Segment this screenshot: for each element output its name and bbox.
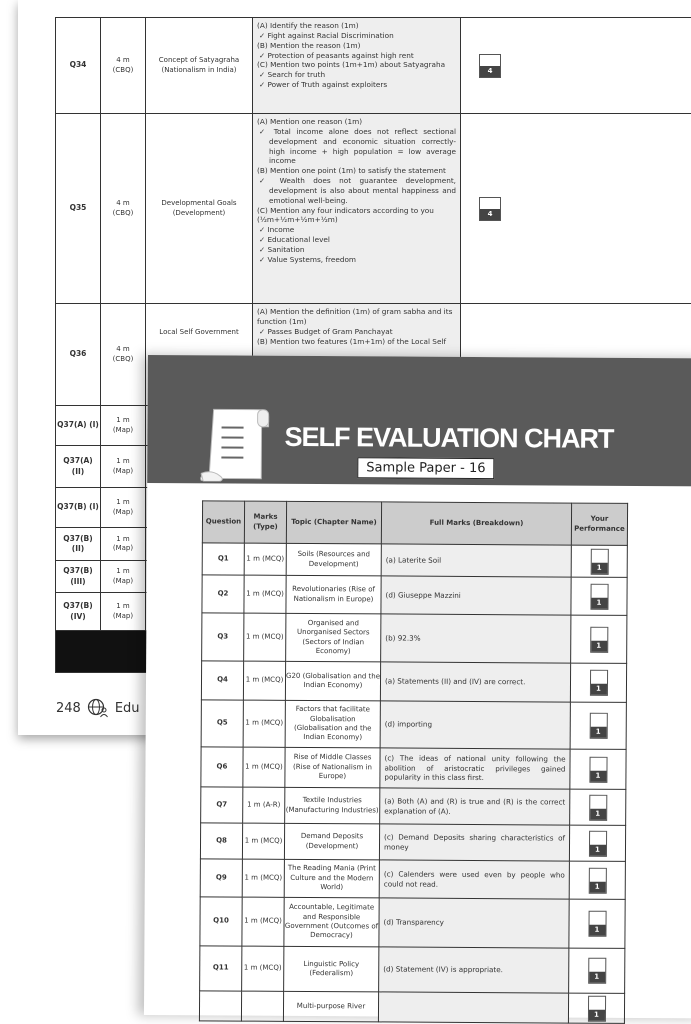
question-number: Q2 [202,575,244,613]
chapter: (Nationalism in India) [146,66,252,75]
question-number: Q7 [201,787,243,823]
question-number: Q11 [200,946,242,991]
table-row [56,18,691,114]
performance-cell [568,993,624,1023]
marks-type: 1 m (MCQ) [242,897,284,946]
table-row [200,897,625,949]
check-point: ✓ Search for truth [257,70,456,80]
check-point: ✓ Protection of peasants against high rent [257,51,456,61]
question-number: Q34 [56,18,101,114]
table-row [201,700,626,750]
marks-cell [101,406,146,446]
score-box [479,54,501,78]
breakdown-heading: (B) Mention one point (1m) to satisfy the statement [257,166,456,176]
performance-cell [570,789,626,825]
topic: Revolutionaries (Rise of Nationalism in Europe) [286,575,381,614]
check-point: ✓ Value Systems, freedom [257,255,456,265]
topic: Concept of Satyagraha [146,56,252,65]
full-marks: 1 [589,844,605,855]
full-marks: 1 [590,808,606,819]
answer-breakdown: (c) Calenders were used even by people who could not read. [379,860,569,899]
breakdown-cell [253,18,461,114]
score-box[interactable] [590,583,608,609]
topic: Soils (Resources and Development) [286,543,381,576]
header-marks: Marks (Type) [244,501,286,543]
marks: 4 m [101,56,145,65]
marks-type [241,991,283,1021]
table-row [56,114,691,304]
marks-cell [101,593,146,631]
marks-type: 1 m (MCQ) [244,543,286,575]
page-footer [56,698,140,718]
topic: Local Self Government [146,328,252,337]
question-number: Q37(A) (I) [56,406,101,446]
score-box [479,197,501,221]
performance-cell [569,899,625,948]
full-marks: 1 [588,1009,604,1020]
marks-type: 1 m (MCQ) [242,823,284,859]
question-number: Q36 [56,304,101,406]
question-number: Q35 [56,114,101,304]
performance-cell [571,577,627,615]
question-number: Q37(B) (IV) [56,593,101,631]
question-number: Q10 [200,897,242,946]
answer-breakdown: (d) Giuseppe Mazzini [381,576,571,615]
full-marks: 1 [591,640,607,651]
performance-cell [571,545,627,577]
table-row [202,543,627,578]
question-number: Q4 [201,661,243,700]
performance-cell [569,825,625,861]
breakdown-cell [253,114,461,304]
marks: 4 m [101,199,145,208]
marks-cell [101,446,146,488]
answer-breakdown: (a) Both (A) and (R) is true and (R) is the correct explanation of (A). [380,788,570,825]
answer-breakdown: (d) Statement (IV) is appropriate. [379,947,569,993]
performance-cell [461,114,691,304]
topic: Textile Industries (Manufacturing Industries) [285,787,380,824]
topic-cell [146,18,253,114]
header-question: Question [202,501,244,543]
header-performance: Your Performance [571,503,627,545]
marks-type: 1 m (MCQ) [243,700,285,747]
question-type: (Map) [101,467,145,476]
scroll-document-icon [199,407,271,481]
answer-breakdown [378,992,568,1023]
topic: The Reading Mania (Print Culture and the Modern World) [284,859,379,898]
table-row [200,859,625,900]
question-number: Q8 [200,823,242,859]
performance-cell [570,663,626,702]
question-type: (Map) [101,508,145,517]
table-row [201,747,626,790]
question-type: (Map) [101,426,145,435]
check-point: ✓ Sanitation [257,245,456,255]
table-row [202,613,627,664]
check-point: ✓ Passes Budget of Gram Panchayat [257,327,456,337]
question-number: Q5 [201,700,243,747]
topic: Linguistic Policy (Federalism) [284,946,379,992]
answer-breakdown: (b) 92.3% [381,614,571,663]
table-row [200,823,625,862]
topic-cell [146,114,253,304]
full-marks: 1 [590,770,606,781]
performance-cell [461,18,691,114]
chapter: (Development) [146,209,252,218]
answer-breakdown: (d) Transparency [379,898,569,948]
score-box[interactable] [588,867,606,893]
score-box[interactable] [589,713,607,739]
check-point: ✓ Fight against Racial Discrimination [257,31,456,41]
full-marks: 1 [591,562,607,573]
marks-cell [101,18,146,114]
breakdown-heading: (C) Mention any four indicators according to you (½m+½m+½m+½m) [257,206,456,226]
marks-type: 1 m (MCQ) [244,575,286,613]
chart-title: SELF EVALUATION CHART [284,422,613,455]
question-number: Q37(B) (I) [56,488,101,528]
performance-cell [569,861,625,899]
score-box[interactable] [589,756,607,782]
full-marks: 1 [589,972,605,983]
full-marks: 1 [591,597,607,608]
full-marks: 4 [480,209,500,220]
marks-cell [101,488,146,528]
topic: Factors that facilitate Globalisation (Globalisation and the Indian Economy) [285,700,380,748]
marks-type: 1 m (MCQ) [242,859,284,897]
full-marks: 1 [589,925,605,936]
score-box[interactable] [589,794,607,820]
breakdown-heading: (A) Mention one reason (1m) [257,117,456,127]
question-number: Q3 [202,613,244,661]
marks-type: 1 m (A-R) [243,787,285,823]
topic: Developmental Goals [146,199,252,208]
marks: 1 m [101,602,145,611]
question-type: (CBQ) [101,209,145,218]
answer-breakdown: (a) Laterite Soil [381,544,571,577]
performance-cell [570,749,626,789]
marks-type: 1 m (MCQ) [243,661,285,700]
full-marks: 1 [590,727,606,738]
score-box[interactable] [588,958,606,984]
score-box[interactable] [590,626,608,652]
full-marks: 1 [589,881,605,892]
marks-type: 1 m (MCQ) [242,946,284,991]
self-evaluation-table [199,500,628,1024]
check-point: ✓ Power of Truth against exploiters [257,80,456,90]
marks-type: 1 m (MCQ) [243,747,285,787]
marks: 1 m [101,457,145,466]
answer-breakdown: (c) The ideas of national unity following the abolition of aristocratic privileges gained popularity in this class first. [380,748,570,789]
score-box[interactable] [590,548,608,574]
marks: 1 m [101,416,145,425]
check-point: ✓ Wealth does not guarantee development, development is also about mental happiness and emotional well-being. [257,176,456,206]
marks-cell [101,114,146,304]
question-number: Q6 [201,747,243,787]
breakdown-heading: (A) Identify the reason (1m) [257,21,456,31]
performance-cell [571,615,627,663]
score-box[interactable] [589,670,607,696]
table-row [200,946,625,994]
topic: G20 (Globalisation and the Indian Economy) [285,661,380,701]
header-topic: Topic (Chapter Name) [286,501,381,544]
topic: Accountable, Legitimate and Responsible Government (Outcomes of Democracy) [284,897,379,947]
marks-cell [101,304,146,406]
table-row [201,661,626,703]
table-row [202,575,627,616]
check-point: ✓ Educational level [257,235,456,245]
answer-breakdown: (d) importing [380,701,570,749]
breakdown-heading: (B) Mention two features (1m+1m) of the Local Self [257,337,456,347]
question-number: Q1 [202,543,244,575]
topic: Rise of Middle Classes (Rise of Nationalism in Europe) [285,747,380,788]
marks: 1 m [101,498,145,507]
table-row [199,991,624,1024]
question-number: Q37(B) (III) [56,561,101,593]
answer-breakdown: (c) Demand Deposits sharing characteristics of money [379,824,569,861]
marks: 4 m [101,345,145,354]
score-box[interactable] [587,995,605,1021]
breakdown-heading: (B) Mention the reason (1m) [257,41,456,51]
front-page [144,355,691,1018]
footer-brand: Edu [115,701,140,716]
question-type: (CBQ) [101,66,145,75]
topic: Multi-purpose River [283,991,378,1022]
full-marks: 4 [480,66,500,77]
question-type: (Map) [101,612,145,621]
performance-cell [570,702,626,749]
marks: 1 m [101,535,145,544]
page-number: 248 [56,701,81,716]
marks-type: 1 m (MCQ) [244,613,286,661]
breakdown-heading: (A) Mention the definition (1m) of gram sabha and its function (1m) [257,307,456,327]
globe-icon [87,698,109,718]
answer-breakdown: (a) Statements (II) and (IV) are correct. [380,662,570,702]
marks-cell [101,561,146,593]
question-number [199,991,241,1021]
question-number: Q9 [200,859,242,897]
performance-cell [569,948,625,993]
check-point: ✓ Income [257,225,456,235]
question-type: (CBQ) [101,355,145,364]
marks: 1 m [101,567,145,576]
question-type: (Map) [101,577,145,586]
table-row [201,787,626,826]
topic: Demand Deposits (Development) [284,823,379,860]
check-point: ✓ Total income alone does not reflect sectional development and economic situation correctly-high income + high population = low average income [257,127,456,166]
breakdown-heading: (C) Mention two points (1m+1m) about Satyagraha [257,60,456,70]
question-type: (Map) [101,544,145,553]
header-breakdown: Full Marks (Breakdown) [381,502,571,545]
topic: Organised and Unorganised Sectors (Sectors of Indian Economy) [286,613,381,662]
score-box[interactable] [588,830,606,856]
score-box[interactable] [588,911,606,937]
marks-cell [101,528,146,561]
question-number: Q37(B) (II) [56,528,101,561]
full-marks: 1 [590,684,606,695]
chart-header [147,355,691,486]
question-number: Q37(A) (II) [56,446,101,488]
sample-paper-label: Sample Paper - 16 [357,457,494,479]
